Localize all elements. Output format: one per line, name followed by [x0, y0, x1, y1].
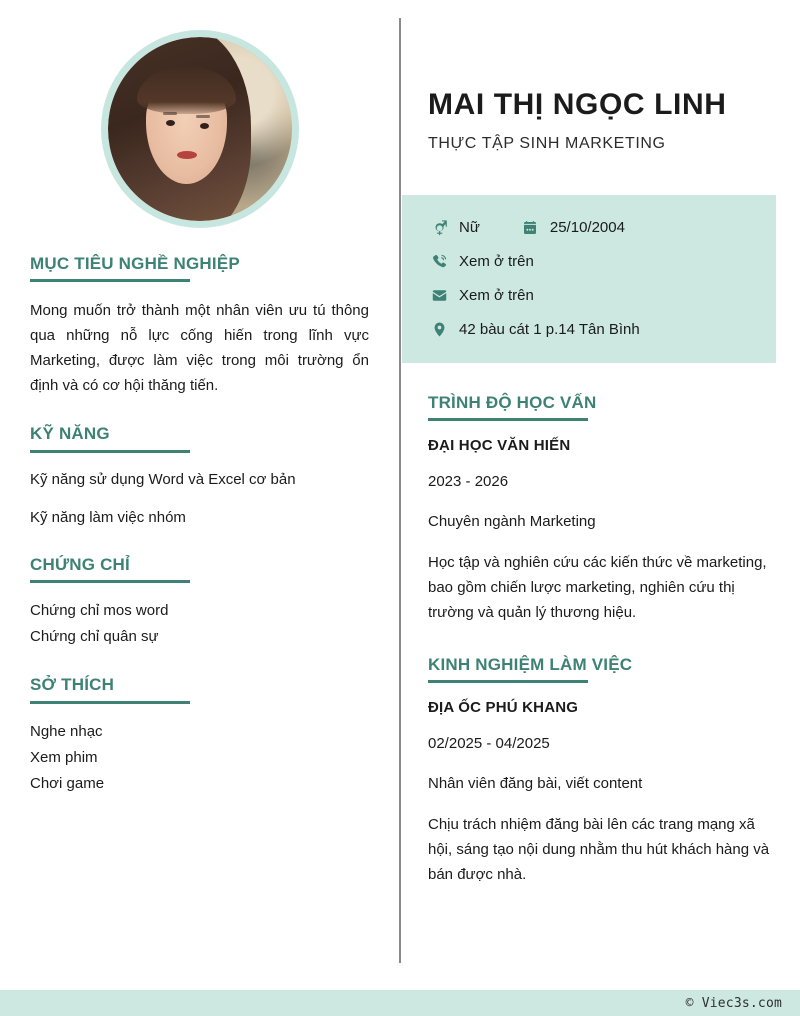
contact-phone-value: Xem ở trên: [459, 253, 534, 270]
contact-panel: [402, 195, 776, 363]
left-column: [0, 0, 399, 796]
hair-bangs: [137, 66, 236, 114]
contact-email: [430, 287, 534, 305]
contact-address-value: 42 bàu cát 1 p.14 Tân Bình: [459, 321, 640, 338]
section-title-interests: SỞ THÍCH: [30, 675, 115, 695]
eyebrow-right: [196, 115, 210, 118]
section-underline-certificates: [30, 580, 190, 583]
contact-email-value: Xem ở trên: [459, 287, 534, 304]
section-underline-objective: [30, 279, 190, 282]
list-item: Chơi game: [30, 774, 105, 792]
page-title: MAI THỊ NGỌC LINH: [428, 88, 727, 121]
header-name-block: [399, 0, 800, 153]
certificates-list: [30, 599, 369, 649]
list-item: Chứng chỉ quân sự: [30, 628, 159, 646]
contact-row-phone: [430, 245, 776, 279]
footer-bar: [0, 990, 800, 1016]
contact-gender-value: Nữ: [459, 219, 480, 236]
right-column: [399, 0, 800, 887]
education-period: 2023 - 2026: [428, 472, 509, 490]
location-pin-icon: [430, 321, 448, 339]
profile-photo-wrapper: [30, 30, 369, 228]
phone-icon: [430, 253, 448, 271]
section-underline-experience: [428, 680, 588, 683]
list-item: Nghe nhạc: [30, 722, 103, 740]
section-title-objective: MỤC TIÊU NGHỀ NGHIỆP: [30, 254, 240, 273]
section-interests: [30, 675, 369, 795]
section-title-certificates: CHỨNG CHỈ: [30, 554, 130, 574]
list-item: Xem phim: [30, 748, 98, 766]
profile-photo-face-details: [108, 37, 292, 221]
section-title-skills: KỸ NĂNG: [30, 424, 110, 444]
section-education: [428, 393, 772, 625]
interests-list: [30, 720, 369, 796]
eye-left: [166, 120, 175, 126]
education-major: Chuyên ngành Marketing: [428, 512, 596, 530]
lips: [177, 151, 197, 159]
contact-address: [430, 321, 640, 339]
gender-icon: [430, 219, 448, 237]
section-title-education: TRÌNH ĐỘ HỌC VẤN: [428, 392, 597, 412]
experience-company: ĐỊA ỐC PHÚ KHANG: [428, 699, 579, 717]
section-underline-education: [428, 418, 588, 421]
section-certificates: [30, 555, 369, 649]
calendar-icon: [521, 219, 539, 237]
objective-text: Mong muốn trở thành một nhân viên ưu tú thông qua những nỗ lực cống hiến trong lĩnh vực Marketing, được làm việc trong môi trường ổn định và có cơ hội thăng tiến.: [30, 302, 369, 395]
section-experience: [428, 655, 772, 887]
experience-role: Nhân viên đăng bài, viết content: [428, 775, 643, 793]
experience-period: 02/2025 - 04/2025: [428, 735, 550, 753]
section-underline-interests: [30, 701, 190, 704]
contact-row-gender-birthday: [430, 211, 776, 245]
skills-list: [30, 469, 369, 529]
envelope-icon: [430, 287, 448, 305]
right-sections: [399, 393, 800, 888]
section-underline-skills: [30, 450, 190, 453]
list-item: Kỹ năng sử dụng Word và Excel cơ bản: [30, 470, 296, 488]
list-item: Chứng chỉ mos word: [30, 602, 169, 620]
contact-row-email: [430, 279, 776, 313]
job-title: THỰC TẬP SINH MARKETING: [428, 134, 666, 152]
profile-photo: [101, 30, 299, 228]
contact-row-address: [430, 313, 776, 347]
section-objective: [30, 254, 369, 398]
contact-birthday-value: 25/10/2004: [549, 219, 625, 236]
contact-birthday: [521, 219, 625, 237]
experience-description: Chịu trách nhiệm đăng bài lên các trang mạng xã hội, sáng tạo nội dung nhằm thu hút khách hàng và bán được nhà.: [428, 816, 770, 884]
footer-copyright: © Viec3s.com: [685, 995, 782, 1011]
list-item: Kỹ năng làm việc nhóm: [30, 508, 186, 526]
education-description: Học tập và nghiên cứu các kiến thức về marketing, bao gồm chiến lược marketing, nghiên cứu thị trường và quản lý thương hiệu.: [428, 553, 767, 621]
section-skills: [30, 424, 369, 528]
contact-phone: [430, 253, 534, 271]
section-title-experience: KINH NGHIỆM LÀM VIỆC: [428, 654, 633, 674]
eye-right: [200, 123, 209, 129]
education-school: ĐẠI HỌC VĂN HIẾN: [428, 436, 571, 454]
contact-gender: [430, 219, 480, 237]
eyebrow-left: [163, 112, 177, 115]
